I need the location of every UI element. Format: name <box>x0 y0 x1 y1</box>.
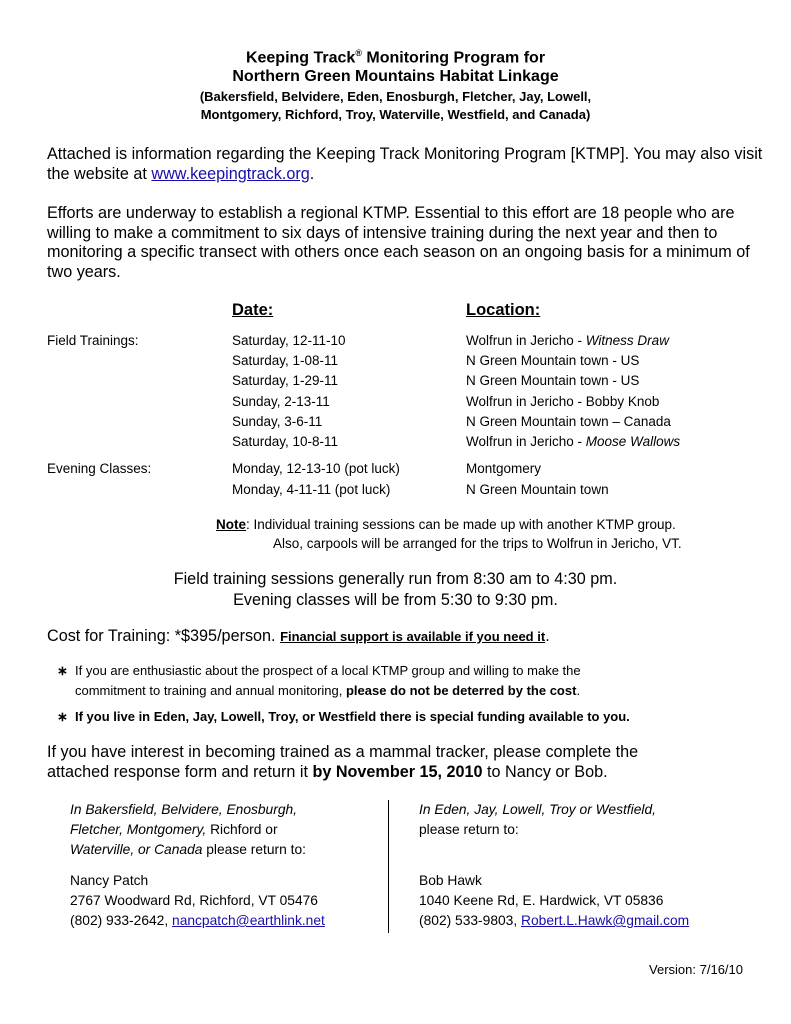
field-date: Saturday, 12-11-10 <box>232 333 346 348</box>
evening-date: Monday, 4-11-11 (pot luck) <box>232 482 391 497</box>
intro-paragraph: Attached is information regarding the Keeping Track Monitoring Program [KTMP]. You may also visit the website at www.keepingtrack.org. <box>47 145 763 183</box>
cost-line: Cost for Training: *$395/person. Financial support is available if you need it. <box>47 627 550 645</box>
towns-line1: (Bakersfield, Belvidere, Eden, Enosburgh, Fletcher, Jay, Lowell, <box>199 89 592 104</box>
bullet1-line1: If you are enthusiastic about the prospect of a local KTMP group and willing to make the <box>75 663 581 678</box>
closing-line2: attached response form and return it by November 15, 2010 to Nancy or Bob. <box>47 763 608 781</box>
left-contact-intro: In Bakersfield, Belvidere, Enosburgh, Fletcher, Montgomery, Richford or Waterville, or Canada please return to: <box>70 802 306 857</box>
field-location: N Green Mountain town – Canada <box>466 414 671 429</box>
field-date: Sunday, 2-13-11 <box>232 394 330 409</box>
left-contact-details <box>70 871 325 931</box>
right-contact-intro: In Eden, Jay, Lowell, Troy or Westfield, please return to: <box>419 802 656 837</box>
note-line2: Also, carpools will be arranged for the trips to Wolfrun in Jericho, VT. <box>273 536 682 551</box>
field-date: Saturday, 1-08-11 <box>232 353 339 368</box>
version-label: Version: 7/16/10 <box>649 962 743 977</box>
efforts-paragraph: Efforts are underway to establish a regional KTMP. Essential to this effort are 18 people who are willing to make a commitment to six days of intensive training during the next year and then to monitoring a specific transect with others once each season on an ongoing basis for a minimum of two years. <box>47 204 750 281</box>
date-header: Date: <box>232 301 274 319</box>
contact-address: 2767 Woodward Rd, Richford, VT 05476 <box>70 893 318 908</box>
field-location: Wolfrun in Jericho - Moose Wallows <box>466 434 681 449</box>
closing-line1: If you have interest in becoming trained as a mammal tracker, please complete the <box>47 743 639 761</box>
financial-support-note: Financial support is available if you need it <box>280 629 546 644</box>
evening-location: Montgomery <box>466 461 542 476</box>
column-divider <box>388 800 389 933</box>
field-date: Sunday, 3-6-11 <box>232 414 323 429</box>
contact-name: Bob Hawk <box>419 873 482 888</box>
registered-mark: ® <box>355 48 362 58</box>
contact-address: 1040 Keene Rd, E. Hardwick, VT 05836 <box>419 893 664 908</box>
field-location: N Green Mountain town - US <box>466 373 640 388</box>
contact-phone-email: (802) 933-2642, nancpatch@earthlink.net <box>70 913 325 928</box>
field-date: Saturday, 1-29-11 <box>232 373 339 388</box>
field-trainings-label: Field Trainings: <box>47 333 139 348</box>
bullet1-line2: commitment to training and annual monitoring, please do not be deterred by the cost. <box>75 683 581 698</box>
location-header: Location: <box>466 301 541 319</box>
contact-name: Nancy Patch <box>70 873 149 888</box>
bullet2: If you live in Eden, Jay, Lowell, Troy, or Westfield there is special funding available to you. <box>75 709 630 724</box>
document-title-line2: Northern Green Mountains Habitat Linkage <box>232 68 559 85</box>
evening-classes-label: Evening Classes: <box>47 461 152 476</box>
field-location: Wolfrun in Jericho - Bobby Knob <box>466 394 660 409</box>
evening-date: Monday, 12-13-10 (pot luck) <box>232 461 400 476</box>
evening-location: N Green Mountain town <box>466 482 609 497</box>
towns-line2: Montgomery, Richford, Troy, Waterville, Westfield, and Canada) <box>200 107 591 122</box>
document-title-line1: Keeping Track® Monitoring Program for <box>245 48 546 67</box>
field-date: Saturday, 10-8-11 <box>232 434 339 449</box>
evening-class-times: Evening classes will be from 5:30 to 9:30 pm. <box>233 591 558 609</box>
right-contact-details <box>419 871 689 931</box>
email-link[interactable]: nancpatch@earthlink.net <box>172 913 325 928</box>
bullet-icon: ∗ <box>57 709 68 724</box>
website-link[interactable]: www.keepingtrack.org <box>151 164 310 183</box>
contact-phone-email: (802) 533-9803, Robert.L.Hawk@gmail.com <box>419 913 690 928</box>
note-line1: Note: Individual training sessions can be made up with another KTMP group. <box>216 517 676 532</box>
bullet-icon: ∗ <box>57 663 68 678</box>
field-training-times: Field training sessions generally run from 8:30 am to 4:30 pm. <box>173 570 618 588</box>
email-link[interactable]: Robert.L.Hawk@gmail.com <box>521 913 690 928</box>
field-location: Wolfrun in Jericho - Witness Draw <box>466 333 669 348</box>
field-location: N Green Mountain town - US <box>466 353 640 368</box>
